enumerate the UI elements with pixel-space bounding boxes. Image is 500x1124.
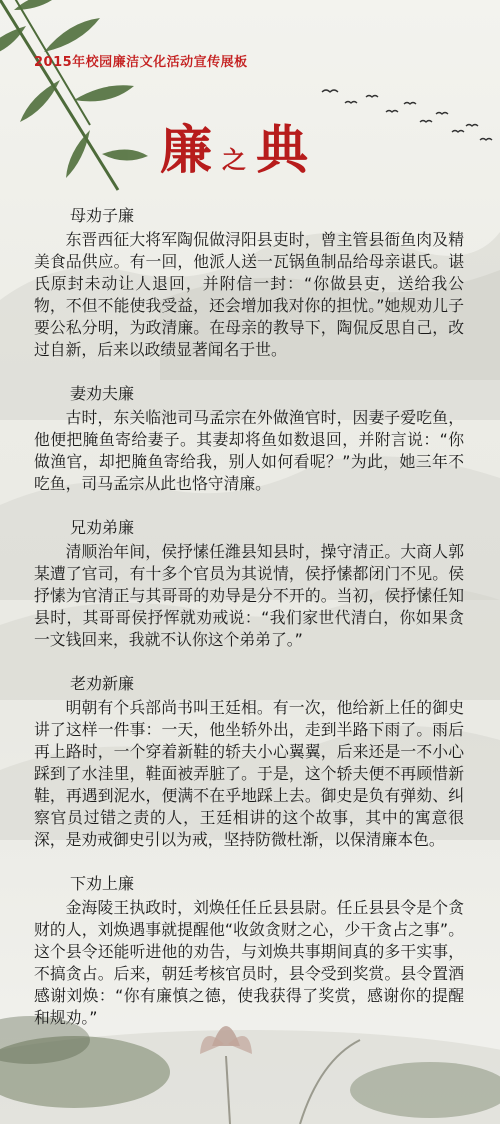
bamboo-leaves-icon xyxy=(0,0,148,178)
story-body: 金海陵王执政时，刘焕任任丘县县尉。任丘县县令是个贪财的人，刘焕遇事就提醒他“收敛贪财之心，少干贪占之事”。这个县令还能听进他的劝告，与刘焕共事期间真的多干实事，不搞贪占。后来，朝廷考核官员时，县令受到奖赏。县令置酒感谢刘焕：“你有廉慎之德，使我获得了奖赏，感谢你的提醒和规劝。” xyxy=(34,898,464,1027)
main-title-char-3: 典 xyxy=(256,120,309,181)
story-section xyxy=(34,205,464,361)
main-title-char-1: 廉 xyxy=(160,120,213,181)
story-section xyxy=(34,517,464,651)
story-body: 古时，东关临池司马孟宗在外做渔官时，因妻子爱吃鱼，他便把腌鱼寄给妻子。其妻却将鱼如数退回，并附言说：“你做渔官，却把腌鱼寄给我，别人如何看呢？”为此，她三年不吃鱼，司马孟宗从此也恪守清廉。 xyxy=(34,408,464,493)
banner-title: 2015年校园廉洁文化活动宣传展板 xyxy=(34,55,248,70)
story-title: 下劝上廉 xyxy=(70,874,135,893)
story-body: 清顺治年间，侯抒愫任潍县知县时，操守清正。大商人郭某遭了官司，有十多个官员为其说情，侯抒愫都闭门不见。侯抒愫为官清正与其哥哥的劝导是分不开的。当初，侯抒愫任知县时，其哥哥侯抒恽就劝戒说：“我们家世代清白，你如果贪一文钱回来，我就不认你这个弟弟了。” xyxy=(34,542,464,649)
story-title: 兄劝弟廉 xyxy=(70,518,135,537)
story-section xyxy=(34,383,464,495)
story-title: 妻劝夫廉 xyxy=(70,384,135,403)
main-title-char-2: 之 xyxy=(222,145,247,174)
story-body: 明朝有个兵部尚书叫王廷相。有一次，他给新上任的御史讲了这样一件事：一天，他坐轿外出，走到半路下雨了。雨后再上路时，一个穿着新鞋的轿夫小心翼翼，后来还是一不小心踩到了水洼里，鞋面被弄脏了。于是，这个轿夫便不再顾惜新鞋，再遇到泥水，便满不在乎地踩上去。御史是负有弹劾、纠察官员过错之责的人，王廷相讲的这个故事，其中的寓意很深，是劝戒御史引以为戒，坚持防微杜渐，以保清廉本色。 xyxy=(34,698,464,849)
story-body: 东晋西征大将军陶侃做浔阳县吏时，曾主管县衙鱼肉及精美食品供应。有一回，他派人送一瓦锅鱼制品给母亲谌氏。谌氏原封未动让人退回，并附信一封：“你做县吏，送给我公物，不但不能使我受益，还会增加我对你的担忧。”她规劝儿子要公私分明，为政清廉。在母亲的教导下，陶侃反思自己，改过自新，后来以政绩显著闻名于世。 xyxy=(34,230,464,359)
story-section xyxy=(34,673,464,851)
story-section xyxy=(34,873,464,1029)
flying-birds xyxy=(322,90,492,140)
story-title: 母劝子廉 xyxy=(70,206,135,225)
story-list xyxy=(34,205,464,1051)
main-title xyxy=(160,108,308,183)
story-title: 老劝新廉 xyxy=(70,674,135,693)
